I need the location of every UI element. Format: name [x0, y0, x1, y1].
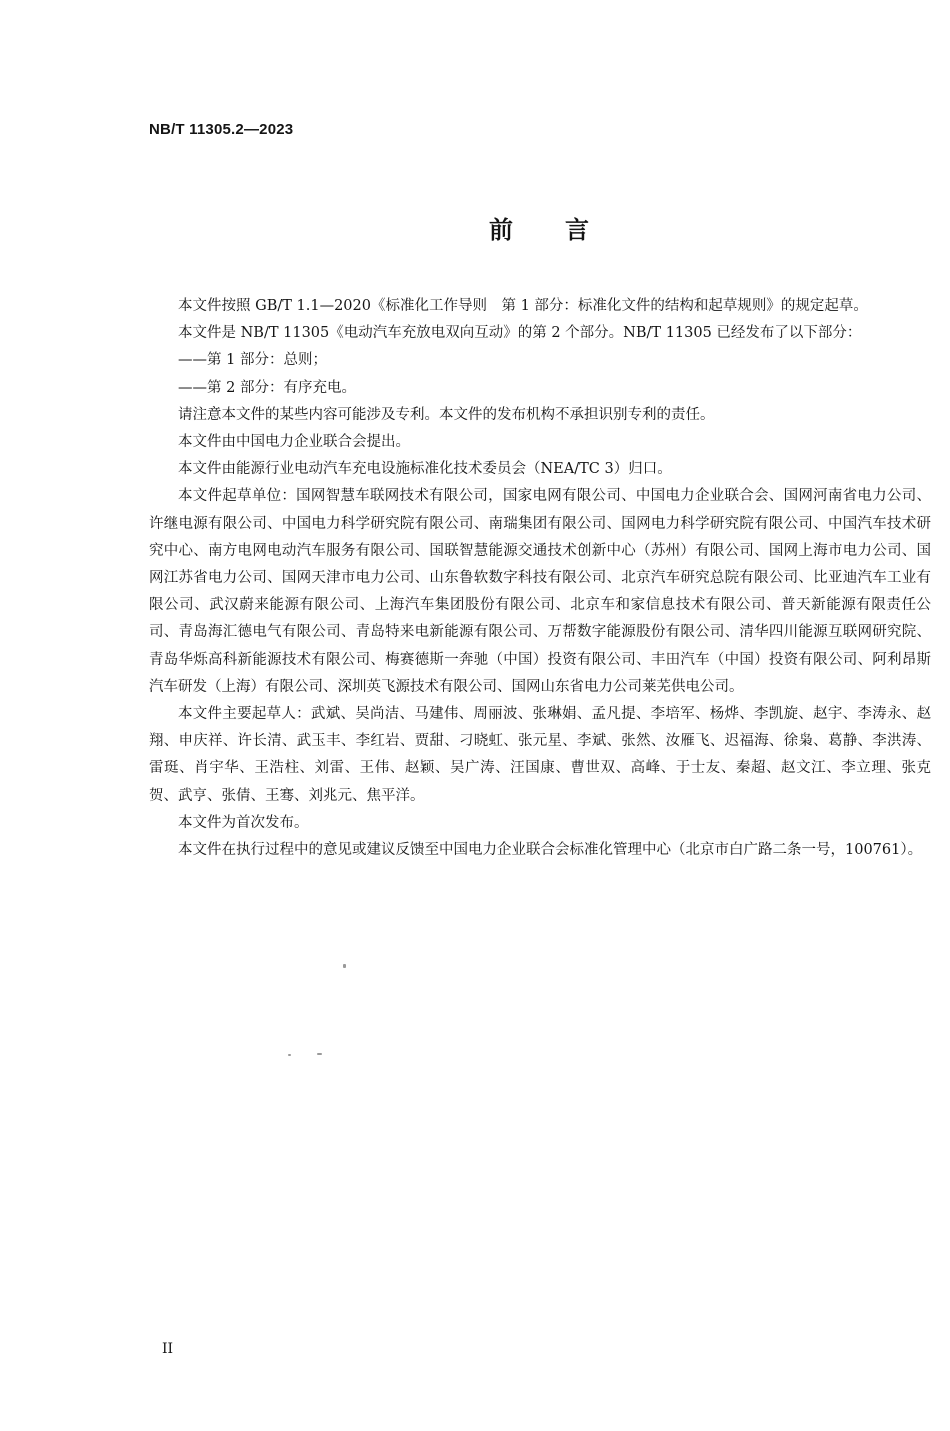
- paragraph-patent-notice: 请注意本文件的某些内容可能涉及专利。本文件的发布机构不承担识别专利的责任。: [178, 406, 715, 423]
- list-item-part-1: ——第 1 部分：总则；: [178, 352, 327, 369]
- scan-speck: [288, 1054, 291, 1056]
- paragraph-drafters: 本文件主要起草人：武斌、吴尚洁、马建伟、周丽波、张琳娟、孟凡提、李培军、杨烨、李凯旋、赵宇、李涛永、赵翔、申庆祥、许长清、武玉丰、李红岩、贾甜、刁晓虹、张元星、李斌、张然、汝雁飞、迟福海、徐枭、葛静、李洪涛、雷珽、肖宇华、王浩柱、刘雷、王伟、赵颖、吴广涛、汪国康、曹世双、高峰、于士友、秦超、赵文江、李立理、张克贺、武亨、张倩、王骞、刘兆元、焦平洋。: [149, 706, 931, 804]
- title-char-2: 言: [565, 216, 589, 244]
- page-number: II: [162, 1341, 174, 1357]
- list-item-part-2: ——第 2 部分：有序充电。: [178, 379, 356, 396]
- scan-speck: [343, 964, 346, 968]
- paragraph-drafting-units: 本文件起草单位：国网智慧车联网技术有限公司，国家电网有限公司、中国电力企业联合会、国网河南省电力公司、许继电源有限公司、中国电力科学研究院有限公司、南瑞集团有限公司、国网电力科学研究院有限公司、中国汽车技术研究中心、南方电网电动汽车服务有限公司、国联智慧能源交通技术创新中心（苏州）有限公司、国网上海市电力公司、国网江苏省电力公司、国网天津市电力公司、山东鲁软数字科技有限公司、北京汽车研究总院有限公司、比亚迪汽车工业有限公司、武汉蔚来能源有限公司、上海汽车集团股份有限公司、北京车和家信息技术有限公司、普天新能源有限责任公司、青岛海汇德电气有限公司、青岛特来电新能源有限公司、万帮数字能源股份有限公司、清华四川能源互联网研究院、青岛华烁高科新能源技术有限公司、梅赛德斯一奔驰（中国）投资有限公司、丰田汽车（中国）投资有限公司、阿利昂斯汽车研发（上海）有限公司、深圳英飞源技术有限公司、国网山东省电力公司莱芜供电公司。: [149, 488, 931, 695]
- title-char-1: 前: [489, 216, 513, 244]
- paragraph-committee: 本文件由能源行业电动汽车充电设施标准化技术委员会（NEA/TC 3）归口。: [178, 461, 672, 478]
- paragraph-proposer: 本文件由中国电力企业联合会提出。: [178, 434, 410, 451]
- page-title: [0, 210, 950, 245]
- paragraph-feedback: 本文件在执行过程中的意见或建议反馈至中国电力企业联合会标准化管理中心（北京市白广路二条一号，100761）。: [178, 842, 923, 859]
- foreword-body: [149, 293, 931, 864]
- paragraph-series-intro: 本文件是 NB/T 11305《电动汽车充放电双向互动》的第 2 个部分。NB/T 11305 已经发布了以下部分：: [178, 325, 862, 342]
- standard-code: NB/T 11305.2—2023: [149, 121, 294, 138]
- scan-speck: [317, 1053, 322, 1055]
- paragraph-first-release: 本文件为首次发布。: [178, 814, 309, 831]
- paragraph-drafting-basis: 本文件按照 GB/T 1.1—2020《标准化工作导则 第 1 部分：标准化文件的结构和起草规则》的规定起草。: [178, 298, 868, 314]
